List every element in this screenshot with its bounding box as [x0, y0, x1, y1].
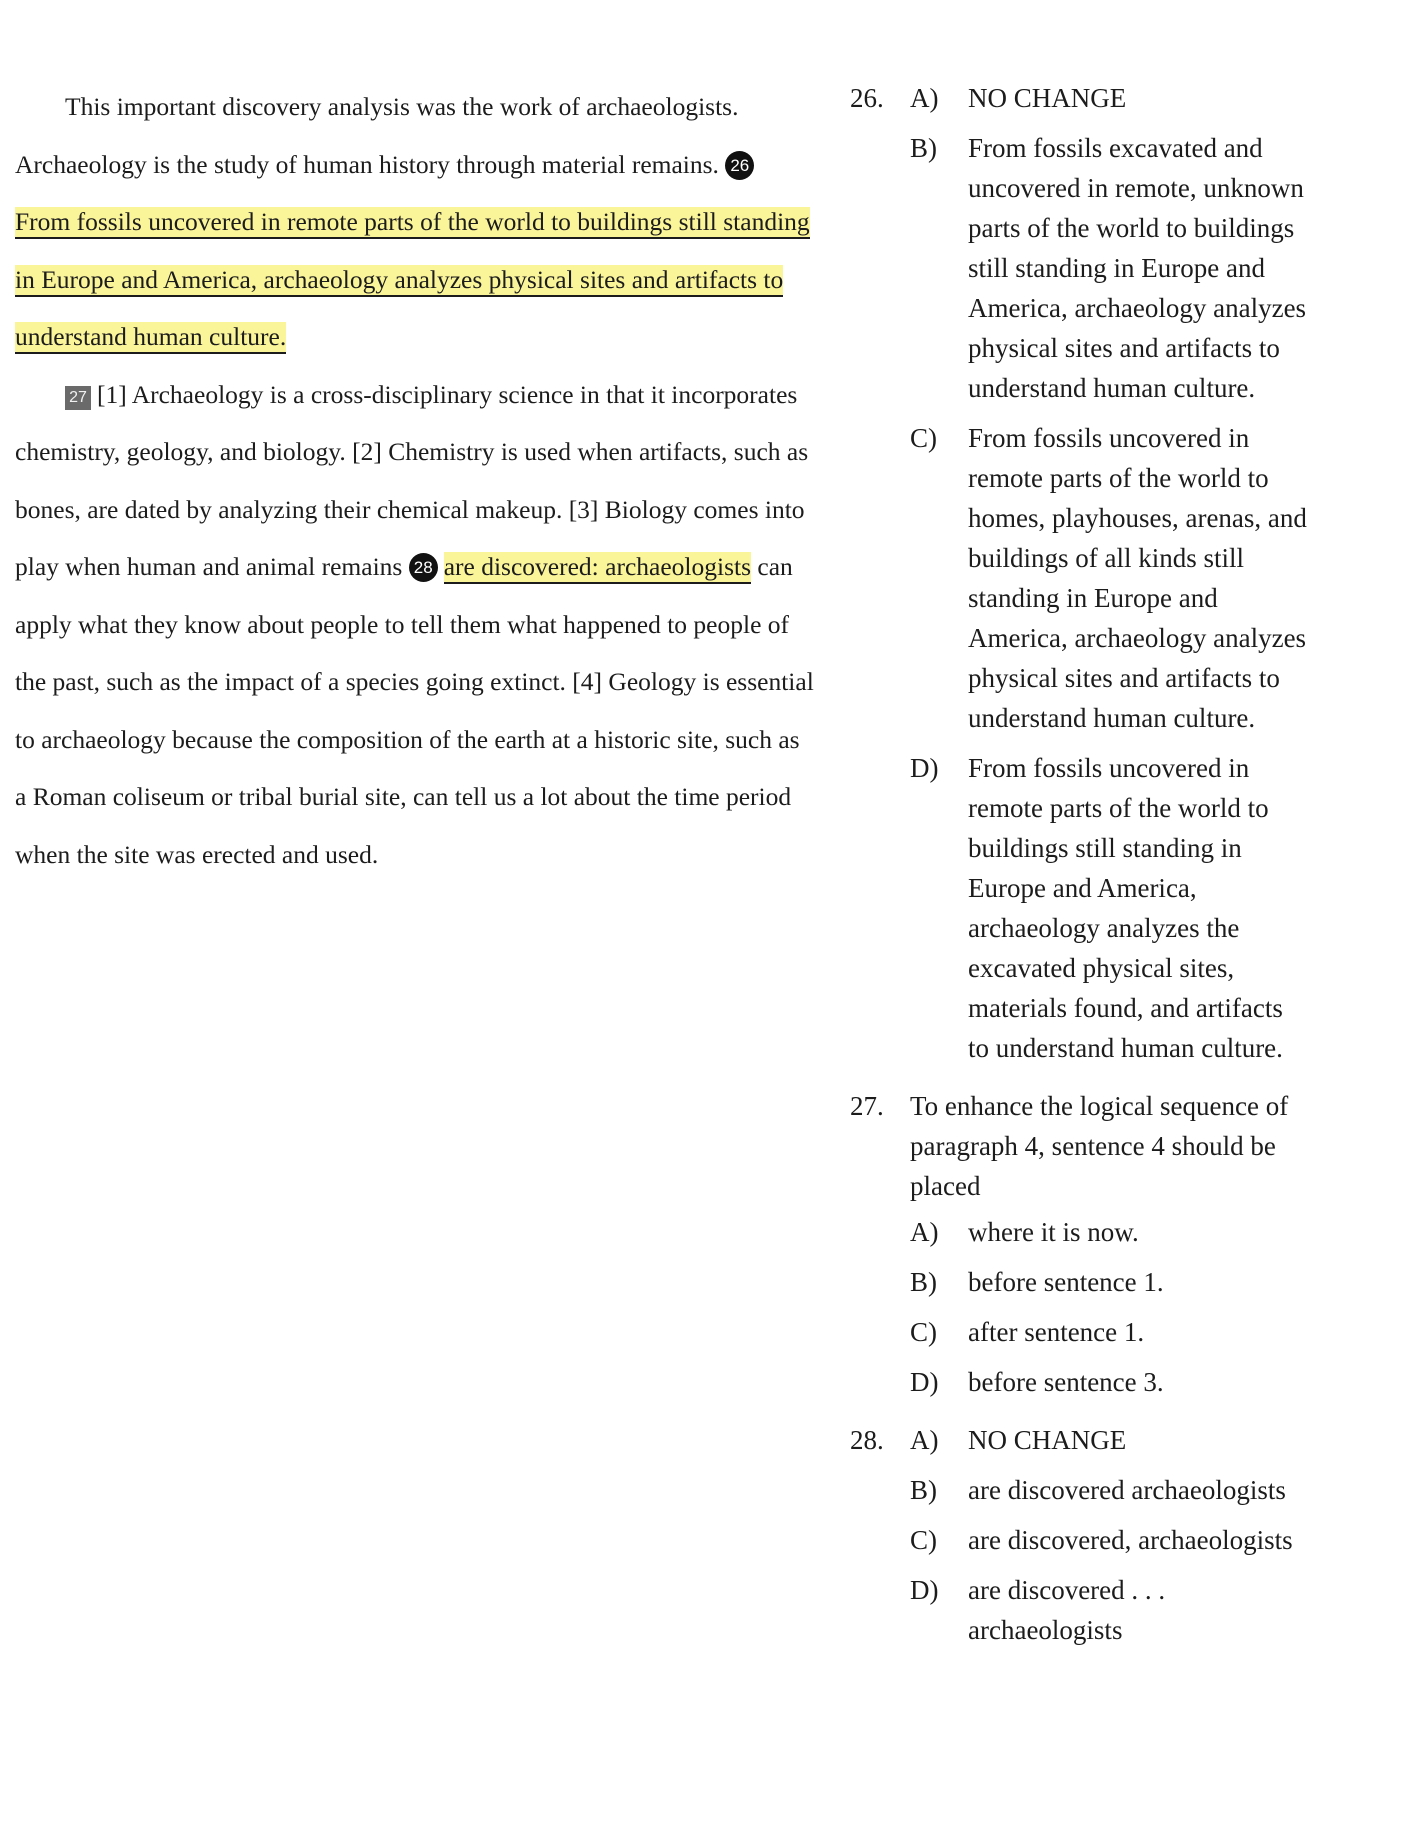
answer-option-c[interactable]	[910, 1312, 1410, 1352]
option-text: NO CHANGE	[968, 83, 1127, 113]
paragraph-1-lead: This important discovery analysis was the work of archaeologists. Archaeology is the study of human history through material remains.	[15, 92, 739, 179]
answer-option-b[interactable]	[910, 128, 1410, 408]
question-26-marker[interactable]: 26	[725, 151, 754, 180]
option-text: are discovered . . . archaeologists	[968, 1575, 1166, 1645]
answer-option-c[interactable]	[910, 418, 1410, 738]
answer-option-d[interactable]	[910, 748, 1410, 1068]
question-number: 28.	[850, 1425, 884, 1455]
option-letter: C)	[910, 1525, 937, 1555]
answer-option-b[interactable]	[910, 1262, 1410, 1302]
option-letter: A)	[910, 83, 939, 113]
answer-option-a[interactable]	[910, 78, 1410, 118]
question-27-marker[interactable]: 27	[65, 386, 91, 410]
option-text: before sentence 3.	[968, 1367, 1164, 1397]
option-text: are discovered, archaeologists	[968, 1525, 1293, 1555]
paragraph-2-text-a: [1] Archaeology is a cross-disciplinary science in that it incorporates chemistry, geology, and biology. [2] Chemistry is used when artifacts, such as bones, are dated by analyzing their chemical makeup. [3] Biology comes into play when human and animal remains	[15, 379, 809, 581]
question-number: 27.	[850, 1091, 884, 1121]
option-text: where it is now.	[968, 1217, 1139, 1247]
paragraph-2-text-b: can apply what they know about people to tell them what happened to people of the past, such as the impact of a species going extinct. [4] Geology is essential to archaeology because the composition of the earth at a historic site, such as a Roman coliseum or tribal burial site, can tell us a lot about the time period when the site was erected and used.	[15, 552, 814, 869]
option-text: before sentence 1.	[968, 1267, 1164, 1297]
option-letter: C)	[910, 1317, 937, 1347]
question-26-underlined-text[interactable]: From fossils uncovered in remote parts of the world to buildings still standing in Europe and America, archaeology analyzes physical sites and artifacts to understand human culture.	[15, 207, 810, 354]
question-stem: To enhance the logical sequence of paragraph 4, sentence 4 should be placed	[910, 1091, 1289, 1201]
question-number: 26.	[850, 83, 884, 113]
option-letter: C)	[910, 423, 937, 453]
passage-paragraph-1	[15, 78, 815, 366]
answer-option-b[interactable]	[910, 1470, 1410, 1510]
questions-column	[850, 78, 1410, 1668]
question-28-marker[interactable]: 28	[409, 553, 438, 582]
question-28-underlined-text[interactable]: are discovered: archaeologists	[444, 552, 751, 584]
option-letter: D)	[910, 753, 939, 783]
option-text: From fossils uncovered in remote parts of the world to buildings still standing in Europe and America, archaeology analyzes the excavated physical sites, materials found, and artifacts to understand human culture.	[968, 753, 1283, 1063]
answer-option-a[interactable]	[910, 1212, 1410, 1252]
option-text: From fossils excavated and uncovered in remote, unknown parts of the world to buildings still standing in Europe and America, archaeology analyzes physical sites and artifacts to understand human culture.	[968, 133, 1307, 403]
option-letter: B)	[910, 133, 937, 163]
option-letter: A)	[910, 1425, 939, 1455]
answer-option-c[interactable]	[910, 1520, 1410, 1560]
question-28	[850, 1420, 1410, 1650]
option-letter: D)	[910, 1367, 939, 1397]
option-letter: A)	[910, 1217, 939, 1247]
option-letter: B)	[910, 1267, 937, 1297]
option-text: From fossils uncovered in remote parts of the world to homes, playhouses, arenas, and buildings of all kinds still standing in Europe and America, archaeology analyzes physical sites and artifacts to understand human culture.	[968, 423, 1307, 733]
option-letter: D)	[910, 1575, 939, 1605]
option-text: are discovered archaeologists	[968, 1475, 1286, 1505]
answer-option-d[interactable]	[910, 1362, 1410, 1402]
question-27	[850, 1086, 1410, 1402]
passage-paragraph-2	[15, 366, 815, 884]
option-letter: B)	[910, 1475, 937, 1505]
option-text: NO CHANGE	[968, 1425, 1127, 1455]
option-text: after sentence 1.	[968, 1317, 1145, 1347]
reading-passage	[15, 78, 815, 883]
question-26	[850, 78, 1410, 1068]
answer-option-d[interactable]	[910, 1570, 1410, 1650]
answer-option-a[interactable]	[910, 1420, 1410, 1460]
